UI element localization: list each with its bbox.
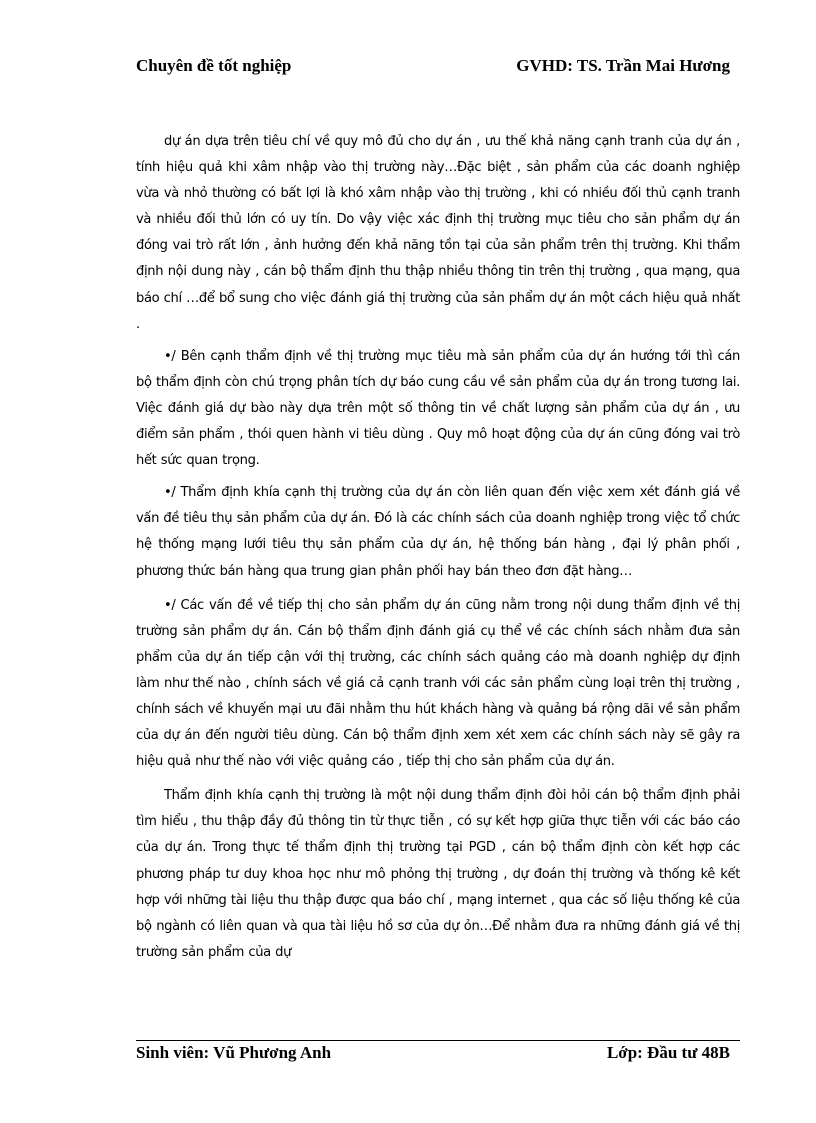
paragraph-supply-demand: •/ Bên cạnh thẩm định về thị trường mục tiêu mà sản phẩm của dự án hướng tới thì cán bộ thẩm định còn chú trọng phân tích dự báo cung cầu về sản phẩm của dự án trong tương lai. Việc đánh giá dự bào này dựa trên một số thông tin về chất lượng sản phẩm của dự án , ưu điểm sản phẩm , thói quen hành vi tiêu dùng . Quy mô hoạt động của dự án cũng đóng vai trò hết sức quan trọng.	[136, 348, 740, 469]
paragraph-continuation: dự án dựa trên tiêu chí về quy mô đủ cho dự án , ưu thế khả năng cạnh tranh của dự án , tính hiệu quả khi xâm nhập vào thị trường này…Đặc biệt , sản phẩm của các doanh nghiệp vừa và nhỏ thường có bất lợi là khó xâm nhập vào thị trường , khi có nhiều đối thủ cạnh tranh và nhiều đối thủ lớn có uy tín. Do vậy việc xác định thị trường mục tiêu cho sản phẩm dự án đóng vai trò rất lớn , ảnh hưởng đến khả năng tồn tại của sản phẩm trên thị trường. Khi thẩm định nội dung này , cán bộ thẩm định thu thập nhiều thông tin trên thị trường , qua mạng, qua báo chí …để bổ sung cho việc đánh giá thị trường của sản phẩm dự án một cách hiệu quả nhất .	[136, 134, 740, 332]
footer-student: Sinh viên: Vũ Phương Anh	[136, 1043, 332, 1062]
header-supervisor: GVHD: TS. Trần Mai Hương	[516, 56, 730, 75]
page-header	[136, 56, 730, 80]
paragraph-conclusion: Thẩm định khía cạnh thị trường là một nội dung thẩm định đòi hỏi cán bộ thẩm định phải tìm hiểu , thu thập đầy đủ thông tin từ thực tiễn , có sự kết hợp giữa thực tiễn với các báo cáo của dự án. Trong thực tế thẩm định thị trường tại PGD , cán bộ thẩm định còn kết hợp các phương pháp tư duy khoa học như mô phỏng thị trường , dự đoán thị trường và thống kê kết hợp với những tài liệu thu thập được qua báo chí , mạng internet , qua các số liệu thống kê của bộ ngành có liên quan và qua tài liệu hồ sơ của dự ỏn…Để nhằm đưa ra những đánh giá về thị trường sản phẩm của dự	[136, 788, 740, 960]
paragraph-consumption: •/ Thẩm định khía cạnh thị trường của dự án còn liên quan đến việc xem xét đánh giá về vấn đề tiêu thụ sản phẩm của dự án. Đó là các chính sách của doanh nghiệp trong việc tổ chức hệ thống mạng lưới tiêu thụ sản phẩm của dự án, hệ thống bán hàng , đại lý phân phối , phương thức bán hàng qua trung gian phân phối hay bán theo đơn đặt hàng…	[136, 485, 740, 579]
footer-divider	[136, 1040, 740, 1041]
document-body	[136, 129, 740, 966]
paragraph-marketing: •/ Các vấn đề về tiếp thị cho sản phẩm dự án cũng nằm trong nội dung thẩm định về thị trường sản phẩm dự án. Cán bộ thẩm định đánh giá cụ thể về các chính sách nhằm đưa sản phẩm của dự án tiếp cận với thị trường, các chính sách quảng cáo mà doanh nghiệp dự định làm như thế nào , chính sách về giá cả cạnh tranh với các sản phẩm cùng loại trên thị trường , chính sách về khuyến mại ưu đãi nhằm thu hút khách hàng và quảng bá rộng dãi về sản phẩm của dự án đến người tiêu dùng. Cán bộ thẩm định xem xét xem các chính sách này sẽ gây ra hiệu quả như thế nào với việc quảng cáo , tiếp thị cho sản phẩm của dự án.	[136, 597, 740, 770]
header-document-title: Chuyên đề tốt nghiệp	[136, 56, 292, 75]
footer-class: Lớp: Đầu tư 48B	[606, 1043, 730, 1062]
page-footer	[136, 1043, 730, 1067]
